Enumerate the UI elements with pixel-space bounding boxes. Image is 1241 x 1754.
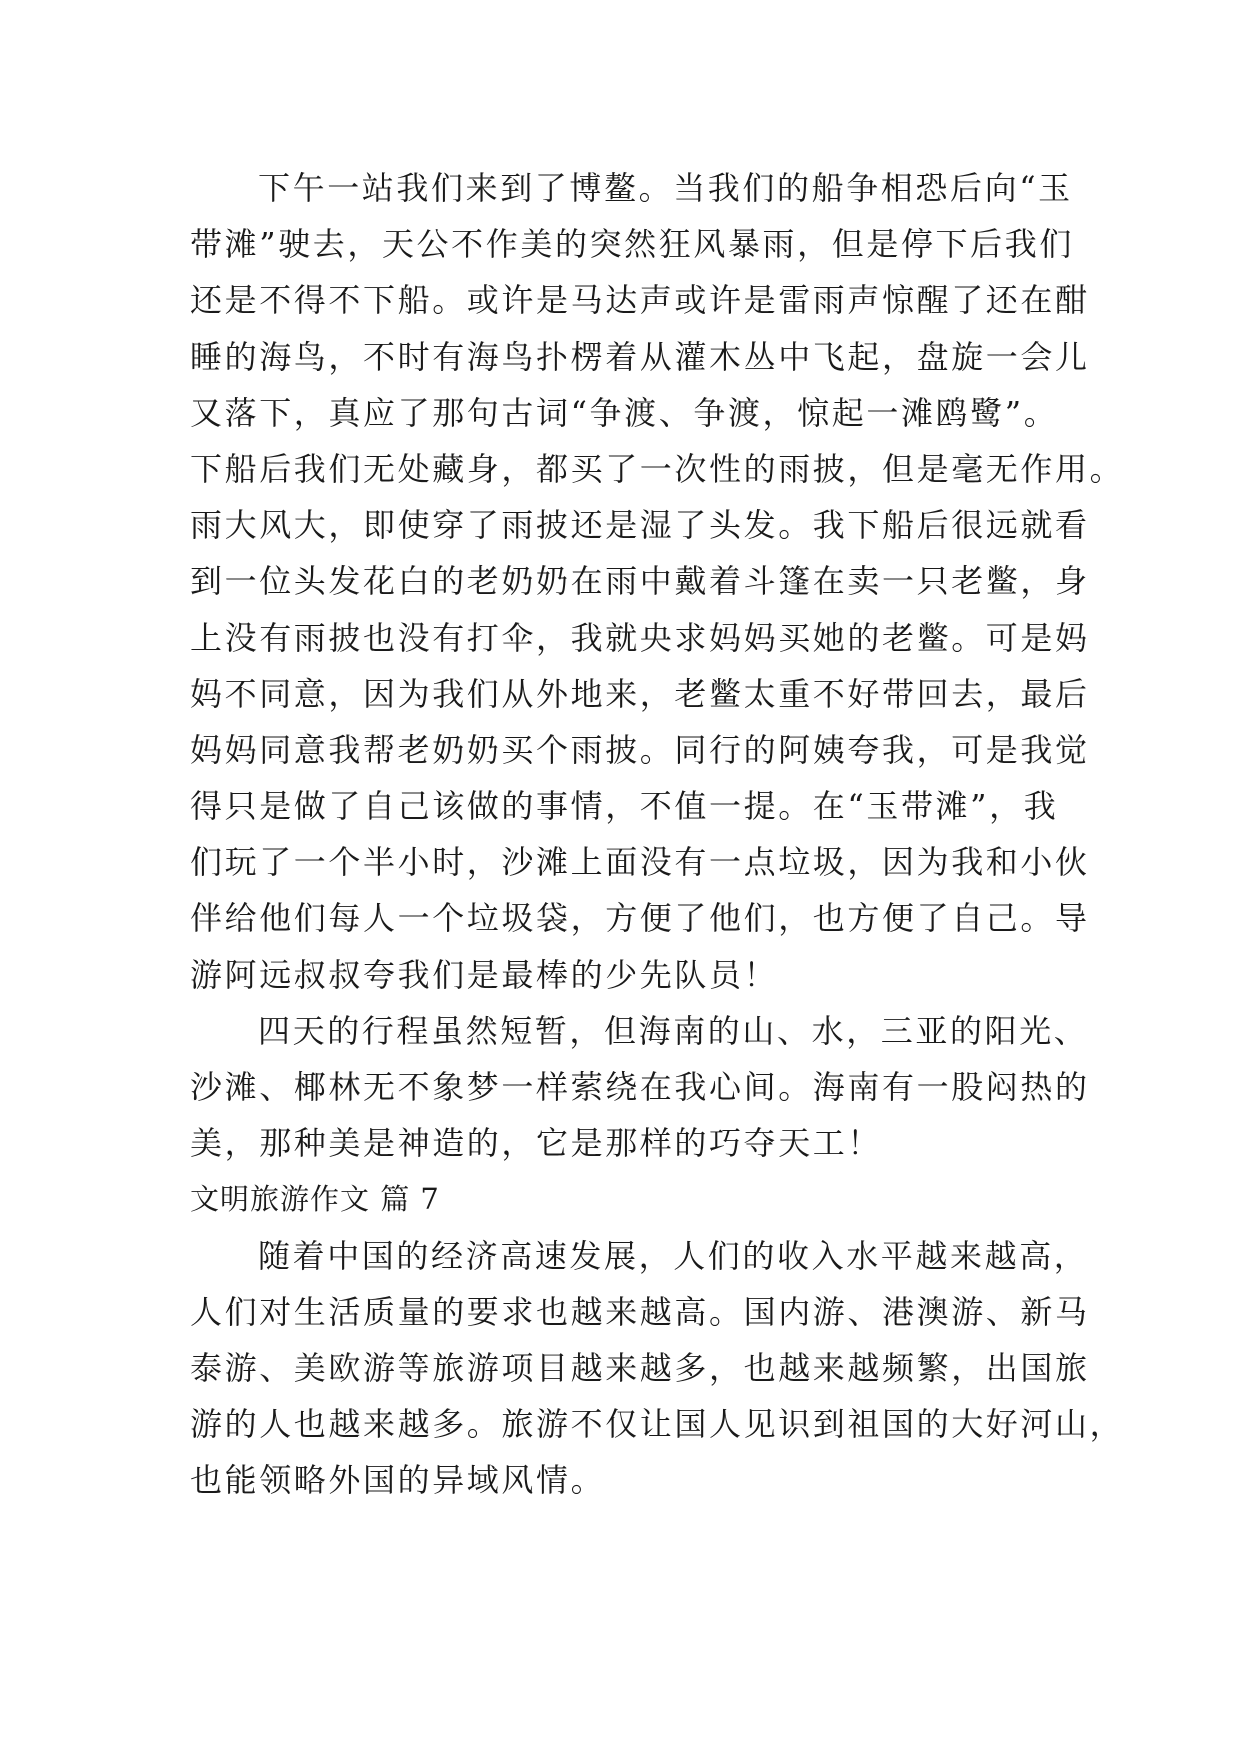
text-line: 游阿远叔叔夸我们是最棒的少先队员！: [190, 955, 779, 994]
section-heading: 文明旅游作文 篇 7: [190, 1182, 440, 1217]
text-line: 下午一站我们来到了博鳌。当我们的船争相恐后向“玉: [258, 169, 1073, 207]
document-body: [190, 160, 1125, 1509]
text-line: 带滩”驶去，天公不作美的突然狂风暴雨，但是停下后我们: [190, 225, 1074, 264]
text-line: 泰游、美欧游等旅游项目越来越多，也越来越频繁，出国旅: [190, 1348, 1090, 1387]
text-line: 随着中国的经济高速发展，人们的收入水平越来越高，: [258, 1236, 1089, 1275]
text-line: 下船后我们无处藏身，都买了一次性的雨披，但是毫无作用。: [190, 449, 1125, 488]
text-line: 妈不同意，因为我们从外地来，老鳖太重不好带回去，最后: [190, 674, 1090, 713]
text-line: 四天的行程虽然短暂，但海南的山、水，三亚的阳光、: [258, 1011, 1089, 1050]
text-line: 也能领略外国的异域风情。: [190, 1461, 606, 1500]
text-line: 睡的海鸟，不时有海鸟扑楞着从灌木丛中飞起，盘旋一会儿: [190, 337, 1090, 376]
text-line: 又落下，真应了那句古词“争渡、争渡，惊起一滩鸥鹭”。: [190, 393, 1059, 432]
text-line: 还是不得不下船。或许是马达声或许是雷雨声惊醒了还在酣: [190, 281, 1090, 320]
text-line: 得只是做了自己该做的事情，不值一提。在“玉带滩”，我: [190, 787, 1059, 826]
paragraph-2: [190, 1003, 1090, 1172]
text-line: 雨大风大，即使穿了雨披还是湿了头发。我下船后很远就看: [190, 506, 1090, 545]
text-line: 美，那种美是神造的，它是那样的巧夺天工！: [190, 1124, 883, 1163]
text-line: 沙滩、椰林无不象梦一样萦绕在我心间。海南有一股闷热的: [190, 1068, 1090, 1106]
text-line: 人们对生活质量的要求也越来越高。国内游、港澳游、新马: [190, 1292, 1090, 1331]
paragraph-1: [190, 160, 1125, 1003]
text-line: 们玩了一个半小时，沙滩上面没有一点垃圾，因为我和小伙: [190, 843, 1090, 882]
text-line: 游的人也越来越多。旅游不仅让国人见识到祖国的大好河山，: [190, 1405, 1125, 1444]
paragraph-3: [190, 1228, 1125, 1509]
text-line: 伴给他们每人一个垃圾袋，方便了他们，也方便了自己。导: [190, 899, 1090, 938]
text-line: 上没有雨披也没有打伞，我就央求妈妈买她的老鳖。可是妈: [190, 618, 1090, 657]
text-line: 到一位头发花白的老奶奶在雨中戴着斗篷在卖一只老鳖，身: [190, 562, 1090, 601]
text-line: 妈妈同意我帮老奶奶买个雨披。同行的阿姨夸我，可是我觉: [190, 730, 1090, 769]
